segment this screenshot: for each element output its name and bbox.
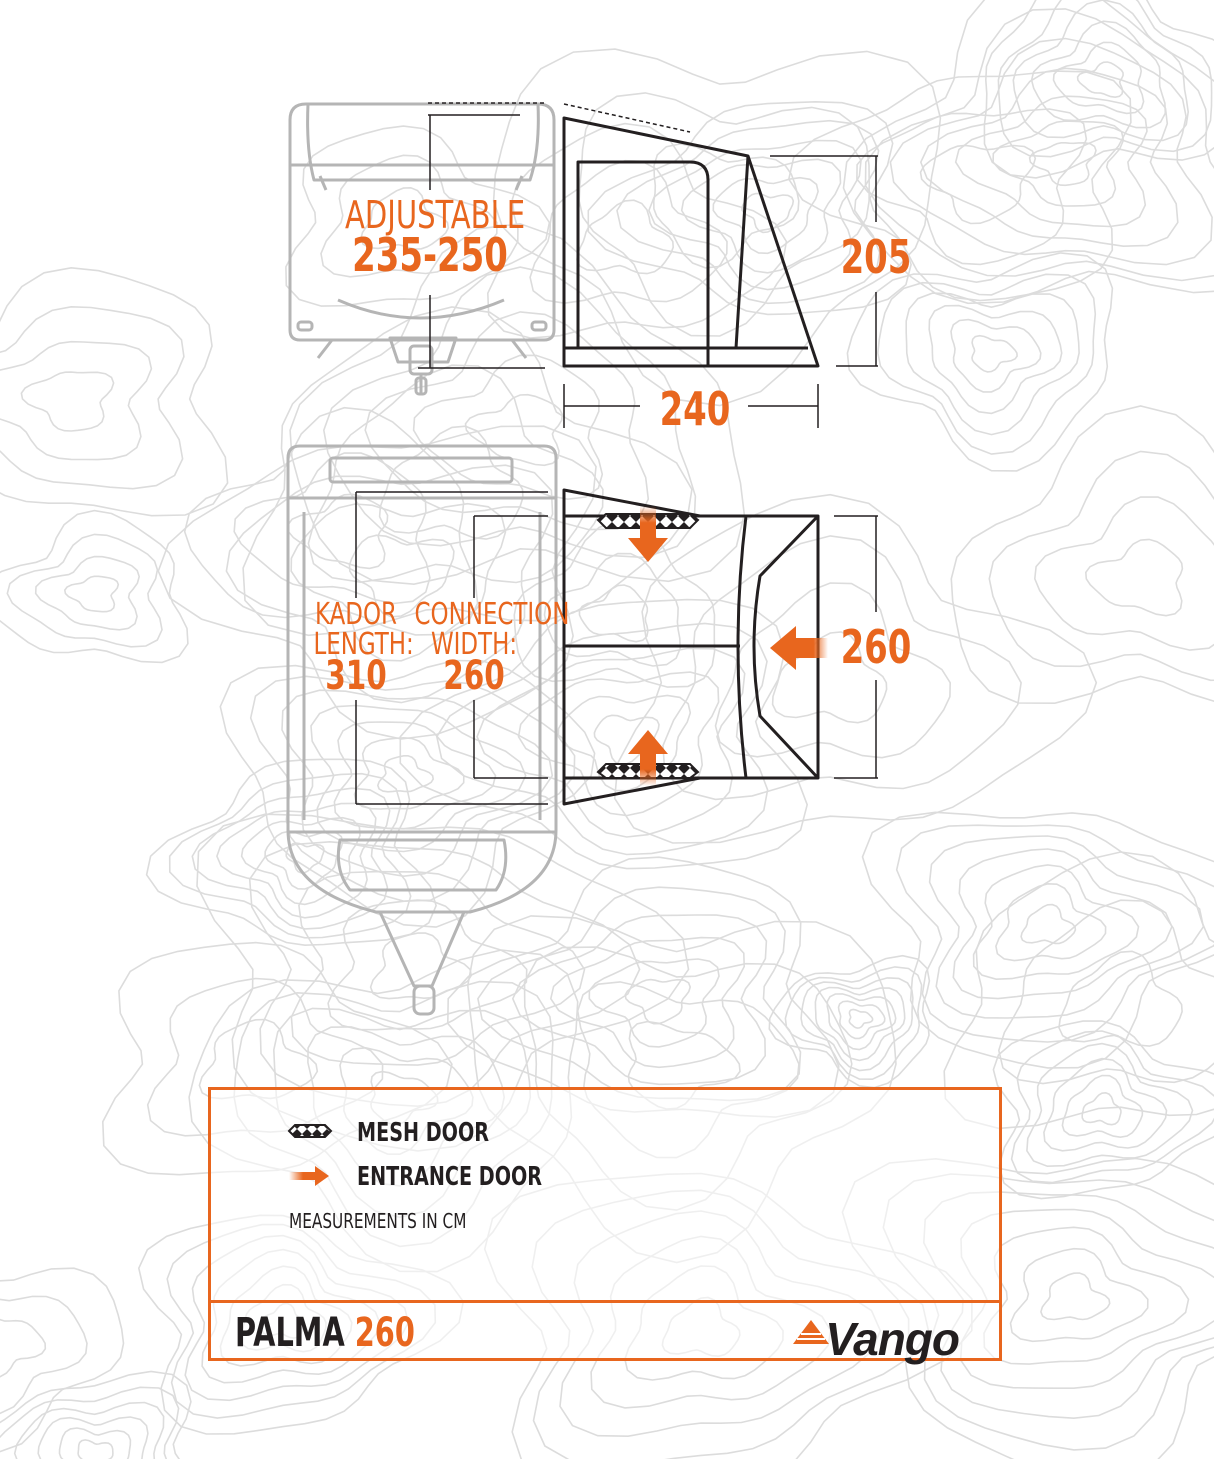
connection-label-line2: WIDTH: xyxy=(430,627,518,662)
measurements-note: MEASUREMENTS IN CM xyxy=(289,1209,467,1233)
connection-width-value: 260 xyxy=(443,653,505,699)
caravan-plan-view xyxy=(288,446,570,1014)
awning-side-view xyxy=(564,104,818,366)
legend-divider xyxy=(211,1300,999,1303)
connection-label-line1: CONNECTION xyxy=(414,597,570,632)
arrow-right-icon xyxy=(287,1164,333,1188)
product-size: 260 xyxy=(354,1310,415,1356)
adjustable-range-value: 235-250 xyxy=(352,228,508,282)
entrance-door-label: ENTRANCE DOOR xyxy=(357,1162,543,1192)
kador-label-line1: KADOR xyxy=(315,597,397,632)
brand-logo: Vango xyxy=(825,1313,959,1365)
adjustable-label: ADJUSTABLE xyxy=(345,193,526,237)
depth-value: 240 xyxy=(659,382,731,436)
height-value: 205 xyxy=(840,230,912,284)
product-name: PALMA xyxy=(235,1310,345,1356)
legend-box xyxy=(208,1087,1002,1365)
kador-length-value: 310 xyxy=(325,653,387,699)
width-value: 260 xyxy=(840,620,912,674)
kador-label-line2: LENGTH: xyxy=(313,627,414,662)
mesh-door-icon xyxy=(287,1124,333,1138)
product-title xyxy=(235,1310,415,1356)
mesh-door-label: MESH DOOR xyxy=(357,1118,490,1148)
